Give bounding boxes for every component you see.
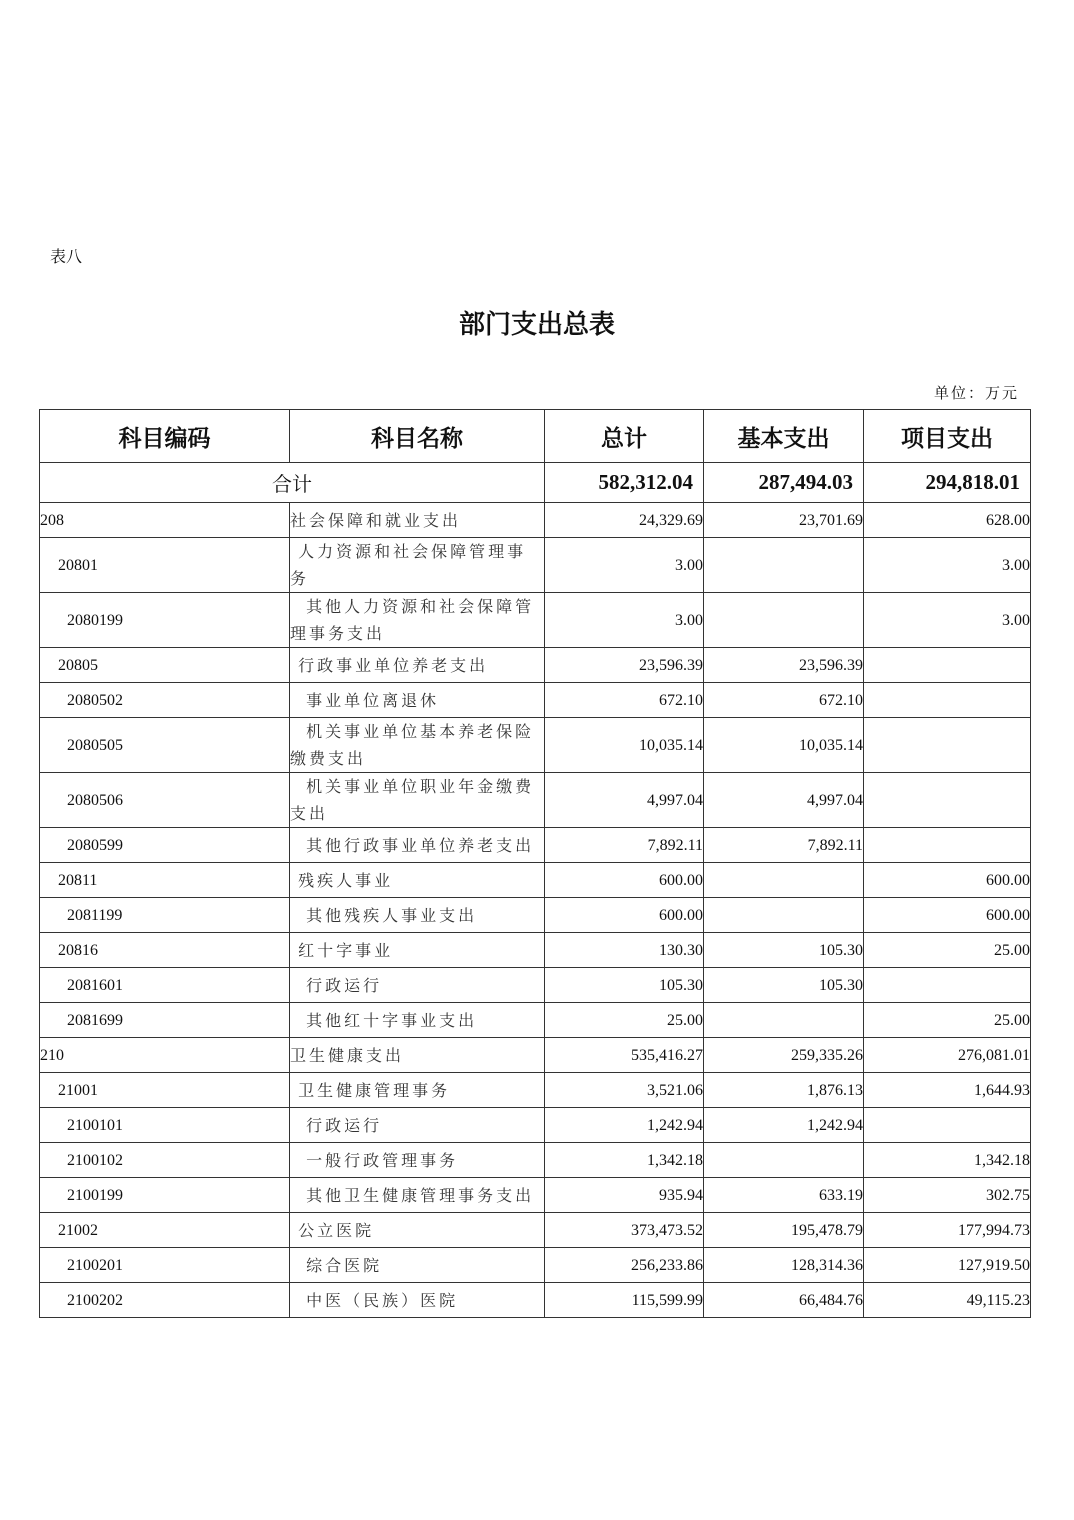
row-name: 一般行政管理事务 xyxy=(290,1143,545,1178)
row-code: 21002 xyxy=(40,1213,290,1248)
row-code: 2100101 xyxy=(40,1108,290,1143)
row-name: 综合医院 xyxy=(290,1248,545,1283)
row-project: 25.00 xyxy=(864,933,1031,968)
row-code: 20816 xyxy=(40,933,290,968)
total-project: 294,818.01 xyxy=(864,463,1031,503)
row-code: 2081199 xyxy=(40,898,290,933)
row-code: 2080599 xyxy=(40,828,290,863)
row-project: 302.75 xyxy=(864,1178,1031,1213)
row-code: 2081601 xyxy=(40,968,290,1003)
row-project: 3.00 xyxy=(864,538,1031,593)
row-name: 残疾人事业 xyxy=(290,863,545,898)
row-total: 25.00 xyxy=(545,1003,704,1038)
row-basic: 633.19 xyxy=(704,1178,864,1213)
row-total: 23,596.39 xyxy=(545,648,704,683)
row-code: 2080199 xyxy=(40,593,290,648)
table-row xyxy=(40,773,1031,828)
row-code: 2100199 xyxy=(40,1178,290,1213)
table-row xyxy=(40,648,1031,683)
row-basic: 23,596.39 xyxy=(704,648,864,683)
header-code: 科目编码 xyxy=(40,410,290,463)
row-total: 130.30 xyxy=(545,933,704,968)
table-header-row xyxy=(40,410,1031,463)
row-basic xyxy=(704,898,864,933)
row-total: 115,599.99 xyxy=(545,1283,704,1318)
row-project: 600.00 xyxy=(864,898,1031,933)
row-code: 21001 xyxy=(40,1073,290,1108)
header-total: 总计 xyxy=(545,410,704,463)
table-row xyxy=(40,1143,1031,1178)
row-project: 177,994.73 xyxy=(864,1213,1031,1248)
row-name: 公立医院 xyxy=(290,1213,545,1248)
row-project: 1,342.18 xyxy=(864,1143,1031,1178)
row-name: 行政事业单位养老支出 xyxy=(290,648,545,683)
row-project xyxy=(864,773,1031,828)
table-row xyxy=(40,1213,1031,1248)
row-project: 25.00 xyxy=(864,1003,1031,1038)
table-row xyxy=(40,593,1031,648)
row-project: 49,115.23 xyxy=(864,1283,1031,1318)
header-basic: 基本支出 xyxy=(704,410,864,463)
table-row xyxy=(40,898,1031,933)
row-basic: 195,478.79 xyxy=(704,1213,864,1248)
row-basic xyxy=(704,538,864,593)
table-row xyxy=(40,863,1031,898)
table-row xyxy=(40,1073,1031,1108)
row-code: 20805 xyxy=(40,648,290,683)
row-basic: 105.30 xyxy=(704,933,864,968)
row-name: 机关事业单位职业年金缴费支出 xyxy=(290,773,545,828)
table-row xyxy=(40,1178,1031,1213)
total-basic: 287,494.03 xyxy=(704,463,864,503)
row-basic: 23,701.69 xyxy=(704,503,864,538)
row-total: 373,473.52 xyxy=(545,1213,704,1248)
page-title: 部门支出总表 xyxy=(458,310,615,339)
row-basic: 128,314.36 xyxy=(704,1248,864,1283)
row-name: 事业单位离退休 xyxy=(290,683,545,718)
row-name: 行政运行 xyxy=(290,968,545,1003)
row-project: 600.00 xyxy=(864,863,1031,898)
row-basic: 1,242.94 xyxy=(704,1108,864,1143)
row-basic: 1,876.13 xyxy=(704,1073,864,1108)
row-code: 2080506 xyxy=(40,773,290,828)
table-row xyxy=(40,1108,1031,1143)
table-row xyxy=(40,1003,1031,1038)
total-row xyxy=(40,463,1031,503)
table-number-label: 表八 xyxy=(50,249,83,266)
row-basic: 7,892.11 xyxy=(704,828,864,863)
row-code: 2100201 xyxy=(40,1248,290,1283)
row-name: 行政运行 xyxy=(290,1108,545,1143)
table-row xyxy=(40,828,1031,863)
row-code: 2080502 xyxy=(40,683,290,718)
row-total: 935.94 xyxy=(545,1178,704,1213)
row-basic: 259,335.26 xyxy=(704,1038,864,1073)
table-row xyxy=(40,968,1031,1003)
row-name: 其他残疾人事业支出 xyxy=(290,898,545,933)
row-total: 600.00 xyxy=(545,863,704,898)
row-code: 2080505 xyxy=(40,718,290,773)
row-total: 535,416.27 xyxy=(545,1038,704,1073)
row-name: 红十字事业 xyxy=(290,933,545,968)
row-code: 20801 xyxy=(40,538,290,593)
row-basic: 10,035.14 xyxy=(704,718,864,773)
row-project: 127,919.50 xyxy=(864,1248,1031,1283)
row-name: 其他红十字事业支出 xyxy=(290,1003,545,1038)
row-project xyxy=(864,648,1031,683)
row-total: 7,892.11 xyxy=(545,828,704,863)
row-code: 2100202 xyxy=(40,1283,290,1318)
row-project: 1,644.93 xyxy=(864,1073,1031,1108)
row-project xyxy=(864,828,1031,863)
row-name: 其他行政事业单位养老支出 xyxy=(290,828,545,863)
row-total: 1,242.94 xyxy=(545,1108,704,1143)
total-label: 合计 xyxy=(40,463,545,503)
row-name: 其他卫生健康管理事务支出 xyxy=(290,1178,545,1213)
row-name: 中医（民族）医院 xyxy=(290,1283,545,1318)
row-total: 600.00 xyxy=(545,898,704,933)
row-name: 人力资源和社会保障管理事务 xyxy=(290,538,545,593)
row-basic: 66,484.76 xyxy=(704,1283,864,1318)
row-project: 276,081.01 xyxy=(864,1038,1031,1073)
table-row xyxy=(40,933,1031,968)
row-code: 2100102 xyxy=(40,1143,290,1178)
row-total: 1,342.18 xyxy=(545,1143,704,1178)
row-project xyxy=(864,718,1031,773)
row-name: 卫生健康管理事务 xyxy=(290,1073,545,1108)
row-code: 208 xyxy=(40,503,290,538)
row-code: 210 xyxy=(40,1038,290,1073)
row-total: 3,521.06 xyxy=(545,1073,704,1108)
unit-label: 单位：万元 xyxy=(933,386,1019,402)
row-basic: 672.10 xyxy=(704,683,864,718)
row-total: 105.30 xyxy=(545,968,704,1003)
row-total: 3.00 xyxy=(545,593,704,648)
row-total: 24,329.69 xyxy=(545,503,704,538)
row-project: 628.00 xyxy=(864,503,1031,538)
table-row xyxy=(40,1283,1031,1318)
table-row xyxy=(40,538,1031,593)
row-total: 672.10 xyxy=(545,683,704,718)
total-sum: 582,312.04 xyxy=(545,463,704,503)
header-name: 科目名称 xyxy=(290,410,545,463)
table-row xyxy=(40,718,1031,773)
row-basic xyxy=(704,1143,864,1178)
row-name: 社会保障和就业支出 xyxy=(290,503,545,538)
table-row xyxy=(40,1038,1031,1073)
row-name: 卫生健康支出 xyxy=(290,1038,545,1073)
row-total: 4,997.04 xyxy=(545,773,704,828)
row-basic: 4,997.04 xyxy=(704,773,864,828)
expenditure-table xyxy=(39,409,1031,1318)
row-basic xyxy=(704,593,864,648)
table-row xyxy=(40,503,1031,538)
row-total: 256,233.86 xyxy=(545,1248,704,1283)
header-project: 项目支出 xyxy=(864,410,1031,463)
table-row xyxy=(40,683,1031,718)
row-project xyxy=(864,683,1031,718)
row-basic: 105.30 xyxy=(704,968,864,1003)
row-project xyxy=(864,968,1031,1003)
row-basic xyxy=(704,1003,864,1038)
row-total: 3.00 xyxy=(545,538,704,593)
row-name: 机关事业单位基本养老保险缴费支出 xyxy=(290,718,545,773)
row-project: 3.00 xyxy=(864,593,1031,648)
row-total: 10,035.14 xyxy=(545,718,704,773)
row-code: 2081699 xyxy=(40,1003,290,1038)
table-row xyxy=(40,1248,1031,1283)
row-basic xyxy=(704,863,864,898)
row-project xyxy=(864,1108,1031,1143)
row-name: 其他人力资源和社会保障管理事务支出 xyxy=(290,593,545,648)
row-code: 20811 xyxy=(40,863,290,898)
